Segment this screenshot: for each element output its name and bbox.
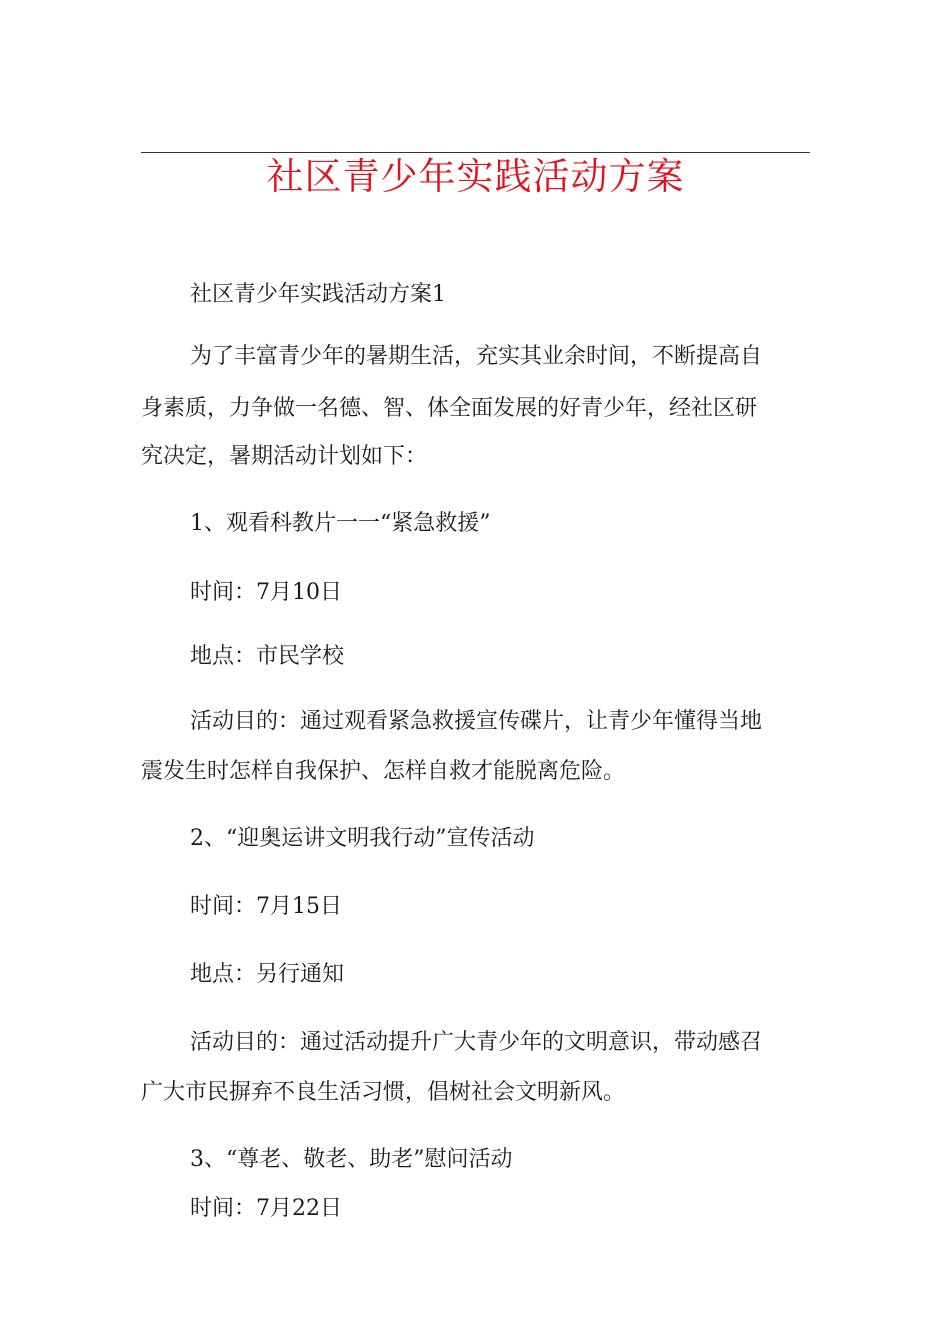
item-1-purpose-line-2: 震发生时怎样自我保护、怎样自救才能脱离危险。 [141, 759, 626, 784]
item-2-purpose-line-1: 活动目的：通过活动提升广大青少年的文明意识，带动感召 [190, 1030, 763, 1055]
item-1-time: 时间：7月10日 [190, 580, 342, 605]
item-2-heading: 2、“迎奥运讲文明我行动”宣传活动 [190, 826, 535, 851]
item-1-heading: 1、观看科教片一一“紧急救援” [190, 511, 491, 536]
item-3-heading: 3、“尊老、敬老、助老”慰问活动 [190, 1147, 513, 1172]
item-1-purpose-line-1: 活动目的：通过观看紧急救援宣传碟片，让青少年懂得当地 [190, 709, 763, 734]
section-heading: 社区青少年实践活动方案1 [190, 282, 446, 307]
item-2-purpose-line-2: 广大市民摒弃不良生活习惯，倡树社会文明新风。 [141, 1080, 626, 1105]
item-3-time: 时间：7月22日 [190, 1196, 342, 1221]
item-2-place: 地点：另行通知 [190, 962, 345, 987]
document-title: 社区青少年实践活动方案 [266, 155, 685, 198]
intro-line-1: 为了丰富青少年的暑期生活，充实其业余时间，不断提高自 [190, 344, 763, 369]
intro-line-2: 身素质，力争做一名德、智、体全面发展的好青少年，经社区研 [141, 396, 758, 421]
item-2-time: 时间：7月15日 [190, 894, 342, 919]
intro-line-3: 究决定，暑期活动计划如下： [141, 444, 428, 469]
item-1-place: 地点：市民学校 [190, 644, 345, 669]
